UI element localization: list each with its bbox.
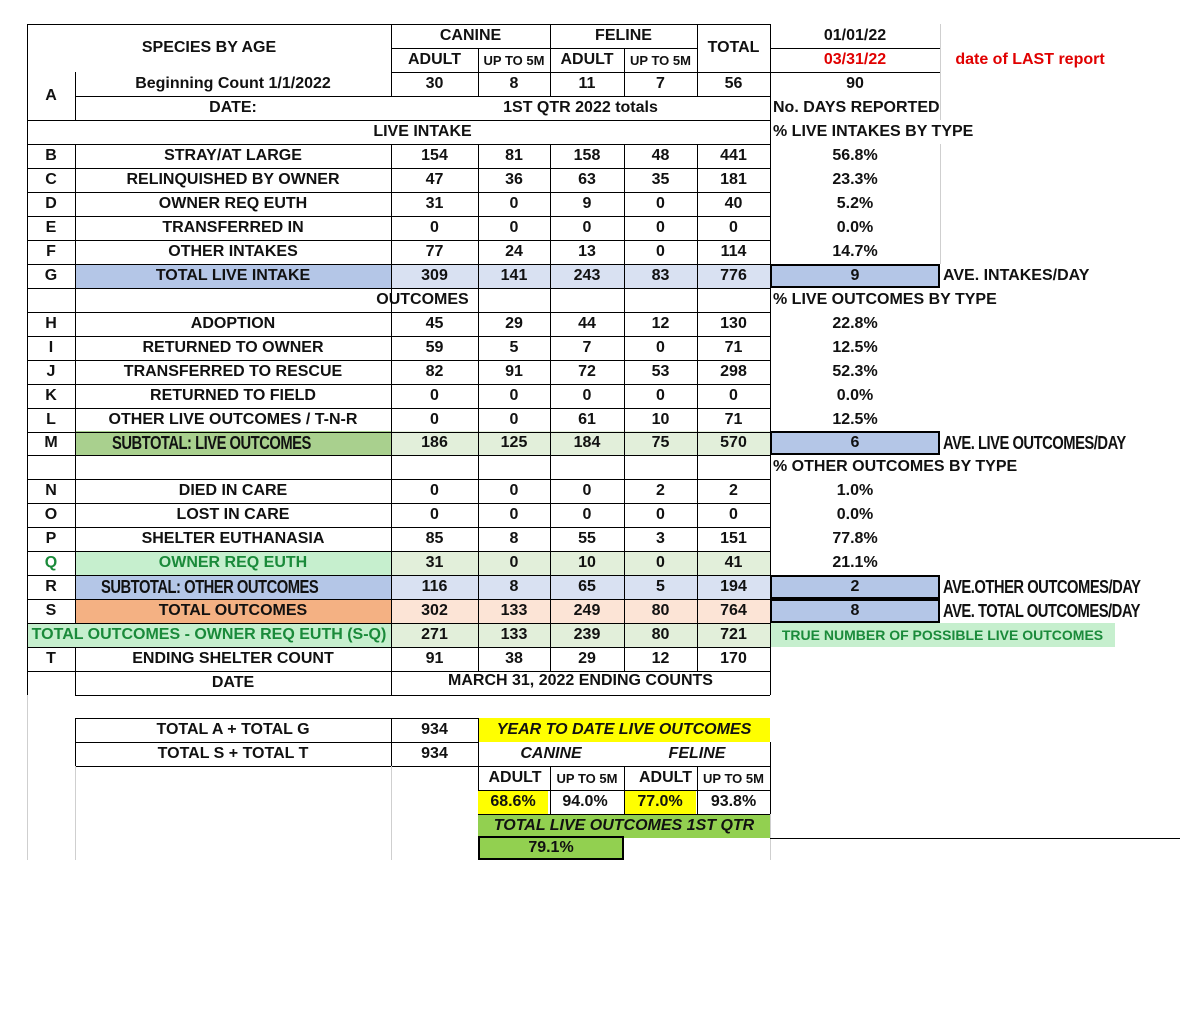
row-pct: 52.3% (832, 363, 878, 380)
feline-young-header: UP TO 5M (630, 52, 691, 68)
row-label: OTHER LIVE OUTCOMES / T-N-R (108, 411, 358, 428)
ytd-feline-adult-header: ADULT (638, 769, 693, 786)
avg-live-outcomes-value: 6 (770, 431, 940, 455)
last-date-note: date of LAST report (955, 51, 1105, 68)
feline-adult-header: ADULT (560, 51, 614, 68)
row-label: RETURNED TO OWNER (142, 339, 324, 356)
row-label: RELINQUISHED BY OWNER (126, 171, 340, 188)
row-pct: 0.0% (836, 506, 874, 523)
row-value: 0 (478, 551, 550, 575)
grid-line (550, 766, 551, 814)
row-value: 75 (624, 431, 697, 455)
row-value: 0 (509, 482, 519, 499)
row-value: 38 (505, 650, 523, 667)
row-letter: Q (44, 554, 58, 571)
row-label: OWNER REQ EUTH (158, 195, 308, 212)
row-value: 2 (729, 482, 738, 499)
grid-line (940, 24, 941, 120)
row-value: 40 (724, 195, 743, 212)
grid-line (391, 48, 697, 49)
grid-line (27, 647, 770, 648)
avg-intakes-value: 9 (770, 264, 940, 288)
beginning-count-label: Beginning Count 1/1/2022 (135, 75, 331, 92)
grid-line (770, 838, 1180, 839)
grid-line (75, 718, 76, 766)
row-letter: F (46, 243, 56, 260)
row-value: 0 (656, 243, 665, 260)
avg-other-outcomes-value: 2 (770, 575, 940, 599)
row-value: 194 (697, 575, 770, 599)
grid-line (27, 120, 770, 121)
grid-line (27, 24, 770, 25)
grid-line (478, 718, 479, 790)
row-letter: L (46, 411, 56, 428)
row-letter: B (45, 147, 57, 164)
avg-total-outcomes-value: 8 (770, 599, 940, 623)
row-value: 570 (697, 431, 770, 455)
row-value: 24 (505, 243, 523, 260)
row-value: 72 (578, 363, 596, 380)
ytd-canine-header: CANINE (520, 745, 582, 762)
avg-live-outcomes-label (940, 431, 1130, 455)
grid-line (27, 264, 770, 265)
row-label: TOTAL OUTCOMES (75, 599, 391, 623)
ytd-canine-young-header: UP TO 5M (556, 770, 618, 786)
row-letter: A (45, 87, 57, 104)
beginning-count-value: 7 (656, 75, 665, 92)
grid-line (27, 527, 770, 528)
row-value: 91 (425, 650, 444, 667)
row-pct: 77.8% (832, 530, 878, 547)
check-total-s-t-label: TOTAL S + TOTAL T (157, 745, 309, 762)
canine-young-header: UP TO 5M (483, 52, 545, 68)
grid-line (27, 695, 28, 860)
grid-line (27, 455, 770, 456)
grid-line (27, 360, 770, 361)
row-label: STRAY/AT LARGE (164, 147, 302, 164)
row-value: 2 (656, 482, 665, 499)
row-value: 29 (578, 650, 596, 667)
row-letter: O (44, 506, 58, 523)
row-value: 8 (478, 575, 550, 599)
row-value: 0 (624, 551, 697, 575)
row-value: 0 (430, 411, 439, 428)
grid-line (940, 144, 941, 264)
row-value: 35 (651, 171, 670, 188)
row-value: 80 (624, 599, 697, 623)
row-value: 0 (430, 219, 439, 236)
avg-other-outcomes-label (940, 575, 1140, 599)
feline-header: FELINE (595, 27, 652, 44)
row-value: 81 (505, 147, 523, 164)
beginning-count-value: 11 (578, 75, 596, 92)
ytd-title: YEAR TO DATE LIVE OUTCOMES (478, 718, 770, 742)
row-value: 12 (651, 315, 670, 332)
row-value: 45 (425, 315, 444, 332)
row-label: TOTAL LIVE INTAKE (75, 264, 391, 288)
canine-adult-header: ADULT (407, 51, 462, 68)
grid-line (550, 24, 551, 96)
row-value: 48 (651, 147, 670, 164)
row-value: 0 (656, 387, 665, 404)
row-value: 141 (478, 264, 550, 288)
true-live-outcomes-note: TRUE NUMBER OF POSSIBLE LIVE OUTCOMES (770, 623, 1115, 647)
avg-total-outcomes-label (940, 599, 1140, 623)
row-value: 9 (582, 195, 592, 212)
grid-line (27, 599, 770, 600)
grid-line (75, 96, 770, 97)
grid-line (27, 144, 770, 145)
grid-line (27, 240, 770, 241)
row-value: 249 (550, 599, 624, 623)
other-outcomes-pct-title: % OTHER OUTCOMES BY TYPE (773, 458, 1018, 475)
row-value: 0 (509, 411, 519, 428)
row-value: 0 (509, 506, 519, 523)
row-letter: G (44, 267, 58, 284)
row-pct: 12.5% (832, 339, 878, 356)
grid-line (27, 216, 770, 217)
ytd-canine-adult-value: 68.6% (478, 790, 548, 814)
row-value: 298 (720, 363, 747, 380)
ending-date-value: MARCH 31, 2022 ENDING COUNTS (448, 672, 713, 689)
row-value: 71 (724, 411, 743, 428)
row-pct: 21.1% (832, 554, 878, 571)
row-value: 13 (578, 243, 596, 260)
live-intake-title: LIVE INTAKE (373, 123, 472, 140)
grid-line (27, 479, 770, 480)
grid-line (391, 72, 770, 73)
row-value: 5 (509, 339, 519, 356)
grid-line (27, 503, 770, 504)
row-value: 0 (729, 219, 738, 236)
grid-line (75, 766, 76, 860)
grid-line (75, 718, 478, 719)
ytd-feline-young-header: UP TO 5M (703, 770, 764, 786)
avg-live-outcomes-label-text: AVE. LIVE OUTCOMES/DAY (943, 433, 1126, 453)
row-value: 154 (421, 147, 448, 164)
minus-row-value: 721 (697, 623, 770, 647)
row-value: 0 (509, 195, 519, 212)
row-value: 36 (505, 171, 523, 188)
first-date: 01/01/22 (823, 27, 887, 44)
grid-line (75, 766, 478, 767)
minus-row-value: 239 (550, 623, 624, 647)
row-value: 0 (729, 387, 738, 404)
row-value: 170 (720, 650, 747, 667)
row-value: 114 (720, 243, 747, 260)
row-label-text: SUBTOTAL: LIVE OUTCOMES (111, 433, 311, 453)
row-value: 29 (505, 315, 523, 332)
row-letter: K (45, 387, 57, 404)
row-value: 61 (578, 411, 596, 428)
row-value: 0 (656, 506, 665, 523)
row-letter: D (45, 195, 57, 212)
grid-line (27, 671, 770, 672)
row-value: 776 (697, 264, 770, 288)
avg-intakes-label: AVE. INTAKES/DAY (943, 267, 1090, 284)
species-by-age-header: SPECIES BY AGE (141, 39, 277, 56)
row-value: 12 (651, 650, 670, 667)
row-label: RETURNED TO FIELD (150, 387, 316, 404)
row-value: 0 (430, 506, 439, 523)
row-value: 55 (578, 530, 596, 547)
row-value: 133 (478, 599, 550, 623)
row-letter: J (46, 363, 56, 380)
row-pct: 56.8% (832, 147, 878, 164)
row-value: 0 (656, 219, 665, 236)
row-letter: M (44, 434, 58, 451)
grid-line (391, 718, 392, 766)
live-outcomes-pct-title: % LIVE OUTCOMES BY TYPE (773, 291, 997, 308)
ytd-total-value: 79.1% (478, 836, 624, 860)
days-reported-value: 90 (846, 75, 864, 92)
row-label (75, 431, 391, 455)
grid-line (770, 742, 771, 814)
row-value: 31 (425, 195, 444, 212)
beginning-count-value: 8 (509, 75, 519, 92)
grid-line (391, 144, 392, 647)
grid-line (391, 24, 392, 96)
row-pct: 1.0% (836, 482, 874, 499)
row-value: 0 (509, 387, 519, 404)
row-value: 151 (720, 530, 747, 547)
ytd-feline-header: FELINE (668, 745, 726, 762)
row-value: 0 (582, 219, 592, 236)
row-value: 0 (509, 219, 519, 236)
row-label: TRANSFERRED IN (162, 219, 304, 236)
row-value: 53 (651, 363, 670, 380)
row-value: 31 (391, 551, 478, 575)
grid-line (770, 814, 771, 860)
row-label-text: SUBTOTAL: OTHER OUTCOMES (100, 577, 318, 597)
date-value: 1ST QTR 2022 totals (503, 99, 658, 116)
canine-header: CANINE (439, 27, 502, 44)
row-value: 0 (582, 482, 592, 499)
row-value: 71 (724, 339, 743, 356)
row-value: 82 (425, 363, 444, 380)
row-value: 181 (720, 171, 747, 188)
row-pct: 22.8% (832, 315, 878, 332)
row-pct: 12.5% (832, 411, 878, 428)
row-label (75, 575, 391, 599)
row-value: 0 (656, 195, 665, 212)
grid-line (478, 814, 770, 815)
row-value: 0 (430, 387, 439, 404)
row-label: SHELTER EUTHANASIA (141, 530, 325, 547)
row-label: TRANSFERRED TO RESCUE (123, 363, 343, 380)
row-value: 309 (391, 264, 478, 288)
check-total-a-g-label: TOTAL A + TOTAL G (156, 721, 310, 738)
grid-line (27, 192, 770, 193)
ytd-canine-young-value: 94.0% (562, 793, 608, 810)
row-value: 125 (478, 431, 550, 455)
row-value: 3 (656, 530, 665, 547)
row-value: 764 (697, 599, 770, 623)
row-label: OTHER INTAKES (168, 243, 298, 260)
row-value: 59 (425, 339, 444, 356)
grid-line (391, 766, 392, 860)
avg-total-outcomes-label-text: AVE. TOTAL OUTCOMES/DAY (943, 601, 1140, 621)
row-value: 0 (430, 482, 439, 499)
row-value: 47 (425, 171, 444, 188)
row-value: 116 (391, 575, 478, 599)
row-value: 10 (550, 551, 624, 575)
row-value: 5 (624, 575, 697, 599)
row-letter: P (45, 530, 57, 547)
ytd-feline-adult-value: 77.0% (624, 790, 696, 814)
ytd-total-title: TOTAL LIVE OUTCOMES 1ST QTR (478, 814, 770, 838)
ending-date-label: DATE (211, 674, 255, 691)
row-label: LOST IN CARE (176, 506, 290, 523)
grid-line (770, 72, 940, 73)
row-pct: 5.2% (836, 195, 874, 212)
row-value: 0 (582, 387, 592, 404)
row-label: ADOPTION (190, 315, 276, 332)
row-letter: S (45, 602, 57, 619)
beginning-count-value: 56 (724, 75, 743, 92)
row-value: 243 (550, 264, 624, 288)
row-letter: N (45, 482, 57, 499)
grid-line (624, 766, 625, 814)
row-letter: C (45, 171, 57, 188)
row-letter: I (48, 339, 54, 356)
grid-line (27, 336, 770, 337)
grid-line (75, 742, 478, 743)
grid-line (697, 766, 698, 814)
row-value: 130 (720, 315, 747, 332)
last-date: 03/31/22 (823, 51, 887, 68)
days-reported-label: No. DAYS REPORTED (773, 99, 940, 116)
row-label: DIED IN CARE (178, 482, 288, 499)
grid-line (27, 623, 770, 624)
row-label: ENDING SHELTER COUNT (132, 650, 334, 667)
row-pct: 0.0% (836, 219, 874, 236)
row-pct: 14.7% (832, 243, 878, 260)
row-value: 41 (697, 551, 770, 575)
beginning-count-value: 30 (425, 75, 444, 92)
ytd-canine-adult-header: ADULT (488, 769, 542, 786)
row-value: 302 (391, 599, 478, 623)
row-pct: 23.3% (832, 171, 878, 188)
minus-row-value: 80 (624, 623, 697, 647)
grid-line (27, 312, 770, 313)
grid-line (27, 432, 770, 433)
row-value: 10 (651, 411, 670, 428)
row-letter: R (45, 578, 57, 595)
row-letter: T (46, 650, 56, 667)
row-value: 7 (582, 339, 592, 356)
grid-line (27, 551, 770, 552)
row-letter: E (45, 219, 57, 236)
row-value: 0 (582, 506, 592, 523)
row-value: 77 (425, 243, 444, 260)
row-value: 63 (578, 171, 596, 188)
row-label: OWNER REQ EUTH (75, 551, 391, 575)
row-value: 441 (720, 147, 747, 164)
row-value: 184 (550, 431, 624, 455)
row-value: 0 (729, 506, 738, 523)
row-value: 0 (656, 339, 665, 356)
intake-pct-title: % LIVE INTAKES BY TYPE (773, 123, 974, 140)
minus-row-label: TOTAL OUTCOMES - OWNER REQ EUTH (S-Q) (27, 623, 391, 647)
row-value: 44 (578, 315, 596, 332)
grid-line (770, 24, 771, 695)
total-header: TOTAL (707, 39, 760, 56)
grid-line (27, 288, 770, 289)
row-value: 186 (391, 431, 478, 455)
date-label: DATE: (209, 99, 257, 116)
row-letter: H (45, 315, 57, 332)
grid-line (27, 384, 770, 385)
grid-line (75, 695, 770, 696)
grid-line (27, 408, 770, 409)
row-value: 158 (573, 147, 601, 164)
minus-row-value: 271 (391, 623, 478, 647)
row-pct: 0.0% (836, 387, 874, 404)
row-value: 8 (509, 530, 519, 547)
grid-line (697, 24, 698, 96)
outcomes-title: OUTCOMES (376, 291, 469, 308)
grid-line (27, 168, 770, 169)
row-value: 65 (550, 575, 624, 599)
check-total-a-g-value: 934 (421, 721, 448, 738)
grid-line (27, 575, 770, 576)
row-value: 91 (505, 363, 523, 380)
check-total-s-t-value: 934 (421, 745, 448, 762)
avg-other-outcomes-label-text: AVE.OTHER OUTCOMES/DAY (943, 577, 1141, 597)
minus-row-value: 133 (478, 623, 550, 647)
ytd-feline-young-value: 93.8% (710, 793, 757, 810)
row-value: 85 (425, 530, 444, 547)
row-value: 83 (624, 264, 697, 288)
grid-line (770, 48, 940, 49)
